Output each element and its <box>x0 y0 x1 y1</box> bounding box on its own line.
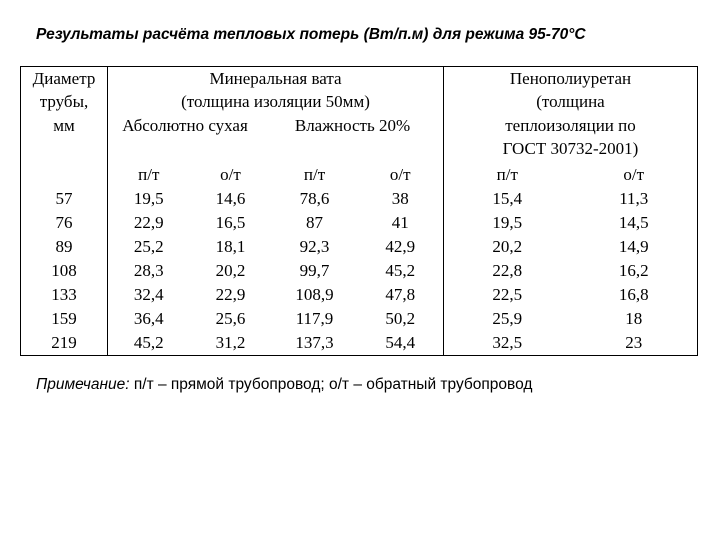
header-ppu-line: Пенополиуретан <box>509 69 632 88</box>
header-diameter-line: трубы, <box>39 92 89 112</box>
value-cell: 22,9 <box>108 211 190 235</box>
value-cell: 137,3 <box>295 332 334 352</box>
value-cell: 20,2 <box>444 235 571 259</box>
value-cell: 47,8 <box>385 284 416 304</box>
value-cell: 41 <box>391 212 409 232</box>
header-ppu-line: (толщина <box>536 92 605 112</box>
footnote <box>36 376 532 394</box>
value-cell: 11,3 <box>619 189 649 208</box>
value-cell: 32,4 <box>108 283 190 307</box>
subheader-cell: о/т <box>623 165 645 184</box>
value-cell: 14,6 <box>215 189 246 208</box>
value-cell: 18,1 <box>215 236 246 256</box>
diameter-cell: 219 <box>51 332 77 352</box>
header-diameter <box>21 67 108 164</box>
value-cell: 22,9 <box>215 284 246 304</box>
header-diameter-line: Диаметр <box>32 69 96 88</box>
value-cell: 14,9 <box>618 236 649 256</box>
table-row <box>21 307 698 331</box>
value-cell: 25,6 <box>215 308 246 328</box>
footnote-text: п/т – прямой трубопровод; о/т – обратный трубопровод <box>129 376 533 393</box>
value-cell: 78,6 <box>299 189 330 208</box>
value-cell: 92,3 <box>299 236 330 256</box>
value-cell: 16,8 <box>618 284 649 304</box>
header-row <box>21 67 698 164</box>
value-cell: 20,2 <box>215 260 246 280</box>
value-cell: 18 <box>625 308 643 328</box>
value-cell: 45,2 <box>108 331 190 356</box>
table-row <box>21 259 698 283</box>
header-humidity: Влажность 20% <box>294 115 411 135</box>
subheader-cell: о/т <box>220 165 241 184</box>
header-ppu-line: ГОСТ 30732-2001) <box>502 139 639 159</box>
value-cell: 25,9 <box>444 307 571 331</box>
table-row <box>21 187 698 211</box>
value-cell: 19,5 <box>108 187 190 211</box>
subheader-cell <box>21 163 108 187</box>
diameter-cell: 89 <box>55 236 73 256</box>
header-mineral-wool <box>108 67 444 164</box>
diameter-cell: 159 <box>51 308 77 328</box>
header-ppu <box>444 67 698 164</box>
header-dry: Абсолютно сухая <box>122 115 248 135</box>
value-cell: 19,5 <box>444 211 571 235</box>
value-cell: 16,2 <box>618 260 649 280</box>
subheader-cell: п/т <box>444 163 571 187</box>
value-cell: 31,2 <box>215 332 246 352</box>
value-cell: 16,5 <box>215 212 246 232</box>
value-cell: 108,9 <box>295 284 334 304</box>
table-row <box>21 211 698 235</box>
footnote-label: Примечание: <box>36 376 130 393</box>
subheader-cell: о/т <box>389 165 411 184</box>
subheader-cell: п/т <box>303 165 326 184</box>
value-cell: 22,5 <box>444 283 571 307</box>
diameter-cell: 76 <box>55 212 73 232</box>
subheader-cell: п/т <box>108 163 190 187</box>
value-cell: 15,4 <box>444 187 571 211</box>
header-mineral-wool-line: Минеральная вата <box>209 69 342 88</box>
value-cell: 28,3 <box>108 259 190 283</box>
value-cell: 50,2 <box>385 308 416 328</box>
value-cell: 25,2 <box>108 235 190 259</box>
value-cell: 87 <box>306 212 323 232</box>
value-cell: 22,8 <box>444 259 571 283</box>
value-cell: 117,9 <box>295 308 334 328</box>
header-diameter-line: мм <box>53 115 75 135</box>
value-cell: 45,2 <box>385 260 416 280</box>
diameter-cell: 133 <box>51 284 77 304</box>
heat-loss-table <box>20 66 698 356</box>
header-ppu-line: теплоизоляции по <box>505 115 636 135</box>
value-cell: 32,5 <box>444 331 571 356</box>
value-cell: 54,4 <box>385 332 416 352</box>
table-row <box>21 235 698 259</box>
table-row <box>21 283 698 307</box>
value-cell: 42,9 <box>385 236 416 256</box>
page-title: Результаты расчёта тепловых потерь (Вт/п.м) для режима 95-70°С <box>36 26 586 43</box>
value-cell: 14,5 <box>618 212 649 232</box>
header-mineral-wool-line: (толщина изоляции 50мм) <box>181 92 370 112</box>
subheader-row <box>21 163 698 187</box>
table-row <box>21 331 698 356</box>
value-cell: 23 <box>625 332 643 352</box>
value-cell: 99,7 <box>299 260 330 280</box>
diameter-cell: 57 <box>55 189 73 208</box>
value-cell: 38 <box>391 189 409 208</box>
diameter-cell: 108 <box>51 260 77 280</box>
value-cell: 36,4 <box>108 307 190 331</box>
